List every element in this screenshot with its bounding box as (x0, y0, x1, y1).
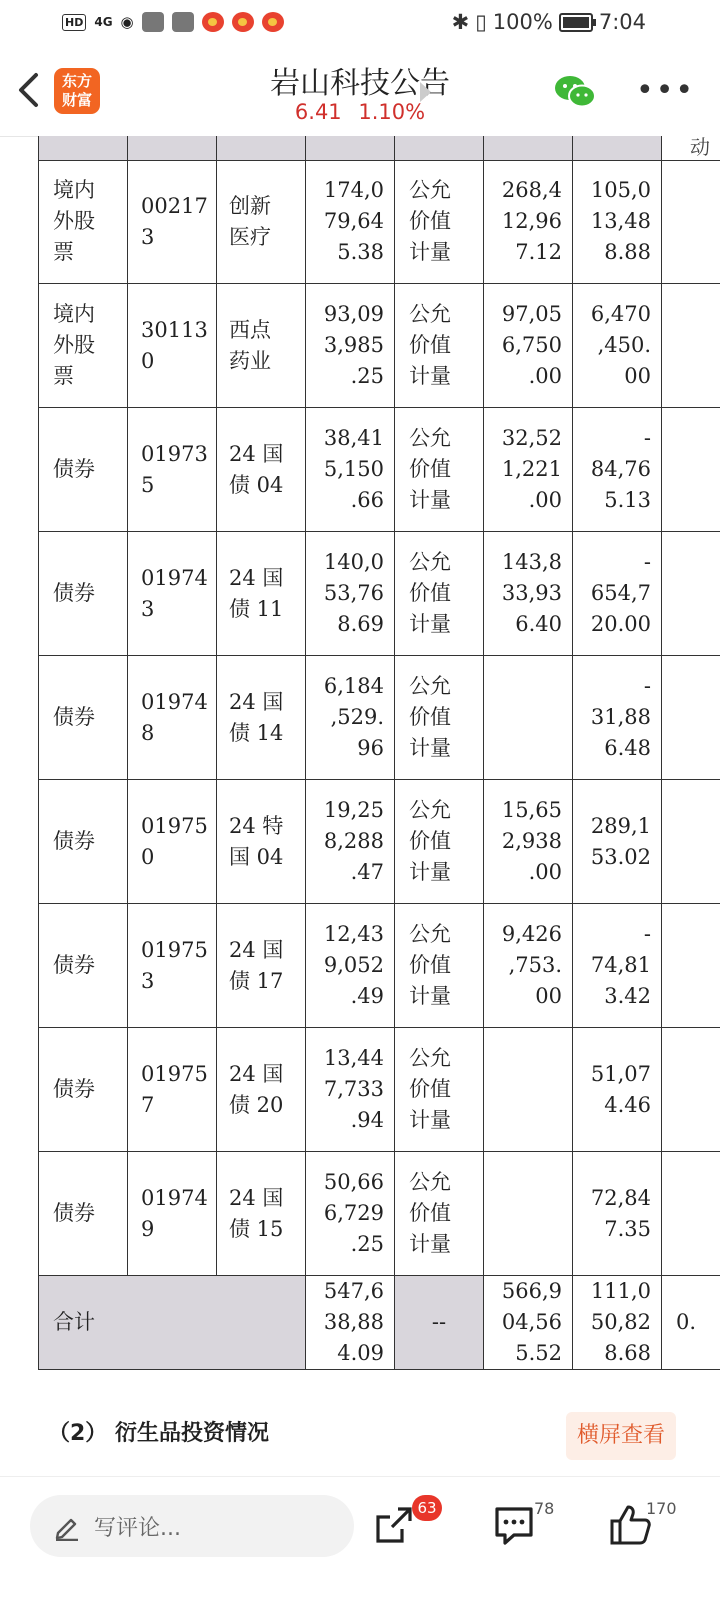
table-row (38, 904, 720, 1028)
cell-method: 公允 价值 计量 (394, 780, 483, 903)
stock-change: 1.10% (358, 100, 426, 124)
game-icon (142, 12, 164, 32)
eye-icon: ◉ (120, 13, 134, 31)
cell-code: 01975 0 (127, 780, 216, 903)
cell-code: 00217 3 (127, 160, 216, 283)
comment-count: 78 (534, 1499, 555, 1518)
total-method: -- (394, 1276, 483, 1369)
table-row (38, 1028, 720, 1152)
cell-type: 债券 (38, 780, 127, 903)
stock-quote[interactable] (0, 100, 720, 124)
cell-code: 30113 0 (127, 284, 216, 407)
table-row (38, 160, 720, 284)
total-label: 合计 (38, 1276, 305, 1369)
stock-price: 6.41 (294, 100, 342, 124)
cell-type: 债券 (38, 1152, 127, 1275)
cell-name: 24 国 债 11 (216, 532, 305, 655)
cell-change: 72,84 7.35 (572, 1152, 661, 1275)
table-row (38, 408, 720, 532)
cell-method: 公允 价值 计量 (394, 532, 483, 655)
cell-name: 24 特 国 04 (216, 780, 305, 903)
cell-type: 债券 (38, 408, 127, 531)
cell-code: 01974 8 (127, 656, 216, 779)
table-row (38, 532, 720, 656)
battery-icon (559, 13, 593, 32)
weibo-icon (232, 12, 254, 32)
cell-name: 24 国 债 20 (216, 1028, 305, 1151)
cell-begin: 9,426 ,753. 00 (483, 904, 572, 1027)
signal-icon: 4G (94, 15, 113, 29)
cell-method: 公允 价值 计量 (394, 904, 483, 1027)
cell-code: 01975 7 (127, 1028, 216, 1151)
total-peek: 0. (661, 1276, 720, 1369)
cell-cost: 174,0 79,64 5.38 (305, 160, 394, 283)
weibo-icon (262, 12, 284, 32)
header-peek-text: 动 (690, 136, 710, 159)
clock: 7:04 (598, 10, 646, 34)
more-options-icon[interactable]: ••• (636, 73, 696, 108)
cell-name: 24 国 债 14 (216, 656, 305, 779)
page-title: 岩山科技公告 (270, 66, 450, 101)
cell-begin: 32,52 1,221 .00 (483, 408, 572, 531)
vibrate-icon: ▯ (475, 10, 487, 34)
cell-change: - 84,76 5.13 (572, 408, 661, 531)
cell-cost: 50,66 6,729 .25 (305, 1152, 394, 1275)
table-row (38, 656, 720, 780)
cell-cost: 19,25 8,288 .47 (305, 780, 394, 903)
cell-begin (483, 1028, 572, 1151)
cell-begin: 97,05 6,750 .00 (483, 284, 572, 407)
cell-change: - 31,88 6.48 (572, 656, 661, 779)
bluetooth-icon: ✱ (451, 10, 470, 34)
cell-method: 公允 价值 计量 (394, 160, 483, 283)
cell-type: 债券 (38, 904, 127, 1027)
total-cost: 547,6 38,88 4.09 (305, 1276, 394, 1369)
wechat-share-icon[interactable] (554, 74, 598, 110)
bottom-action-bar (0, 1476, 720, 1601)
cell-begin: 143,8 33,93 6.40 (483, 532, 572, 655)
cell-code: 01974 9 (127, 1152, 216, 1275)
cell-cost: 140,0 53,76 8.69 (305, 532, 394, 655)
cell-method: 公允 价值 计量 (394, 408, 483, 531)
section-title: （2） 衍生品投资情况 (48, 1421, 269, 1446)
cell-change: - 74,81 3.42 (572, 904, 661, 1027)
like-count: 170 (646, 1499, 677, 1518)
cell-method: 公允 价值 计量 (394, 656, 483, 779)
total-row (38, 1276, 720, 1370)
table-header-row (38, 136, 720, 161)
cell-name: 24 国 债 17 (216, 904, 305, 1027)
cell-type: 境内 外股 票 (38, 160, 127, 283)
cell-change: 51,07 4.46 (572, 1028, 661, 1151)
cell-type: 债券 (38, 532, 127, 655)
cell-cost: 38,41 5,150 .66 (305, 408, 394, 531)
cell-name: 创新 医疗 (216, 160, 305, 283)
app-notification-icon (172, 12, 194, 32)
cell-code: 01975 3 (127, 904, 216, 1027)
table-row (38, 1152, 720, 1276)
cell-cost: 13,44 7,733 .94 (305, 1028, 394, 1151)
cell-name: 西点 药业 (216, 284, 305, 407)
cell-method: 公允 价值 计量 (394, 1152, 483, 1275)
total-change: 111,0 50,82 8.68 (572, 1276, 661, 1369)
share-count-badge: 63 (412, 1495, 442, 1521)
pencil-icon (52, 1511, 82, 1541)
cell-method: 公允 价值 计量 (394, 1028, 483, 1151)
table-row (38, 780, 720, 904)
cell-begin (483, 656, 572, 779)
cell-change: 105,0 13,48 8.88 (572, 160, 661, 283)
cell-begin: 15,65 2,938 .00 (483, 780, 572, 903)
cell-cost: 6,184 ,529. 96 (305, 656, 394, 779)
cell-cost: 12,43 9,052 .49 (305, 904, 394, 1027)
landscape-view-button[interactable]: 横屏查看 (566, 1412, 676, 1460)
cell-code: 01973 5 (127, 408, 216, 531)
hd-icon: HD (62, 14, 86, 31)
app-header (0, 46, 720, 137)
cell-type: 债券 (38, 1028, 127, 1151)
share-icon[interactable] (372, 1503, 416, 1547)
cell-cost: 93,09 3,985 .25 (305, 284, 394, 407)
cell-method: 公允 价值 计量 (394, 284, 483, 407)
cell-type: 债券 (38, 656, 127, 779)
battery-percent: 100% (492, 10, 553, 34)
securities-investment-table[interactable] (0, 136, 720, 1376)
comment-input[interactable] (30, 1495, 354, 1557)
cell-change: - 654,7 20.00 (572, 532, 661, 655)
cell-name: 24 国 债 15 (216, 1152, 305, 1275)
caret-right-icon[interactable] (420, 82, 431, 102)
cell-code: 01974 3 (127, 532, 216, 655)
cell-change: 6,470 ,450. 00 (572, 284, 661, 407)
eastmoney-logo[interactable]: 东方 财富 (54, 68, 100, 114)
comment-icon[interactable] (492, 1503, 536, 1547)
weibo-icon (202, 12, 224, 32)
table-row (38, 284, 720, 408)
total-begin: 566,9 04,56 5.52 (483, 1276, 572, 1369)
cell-begin: 268,4 12,96 7.12 (483, 160, 572, 283)
cell-name: 24 国 债 04 (216, 408, 305, 531)
cell-type: 境内 外股 票 (38, 284, 127, 407)
cell-begin (483, 1152, 572, 1275)
cell-change: 289,1 53.02 (572, 780, 661, 903)
status-bar (0, 0, 720, 46)
comment-placeholder: 写评论... (94, 1516, 181, 1541)
